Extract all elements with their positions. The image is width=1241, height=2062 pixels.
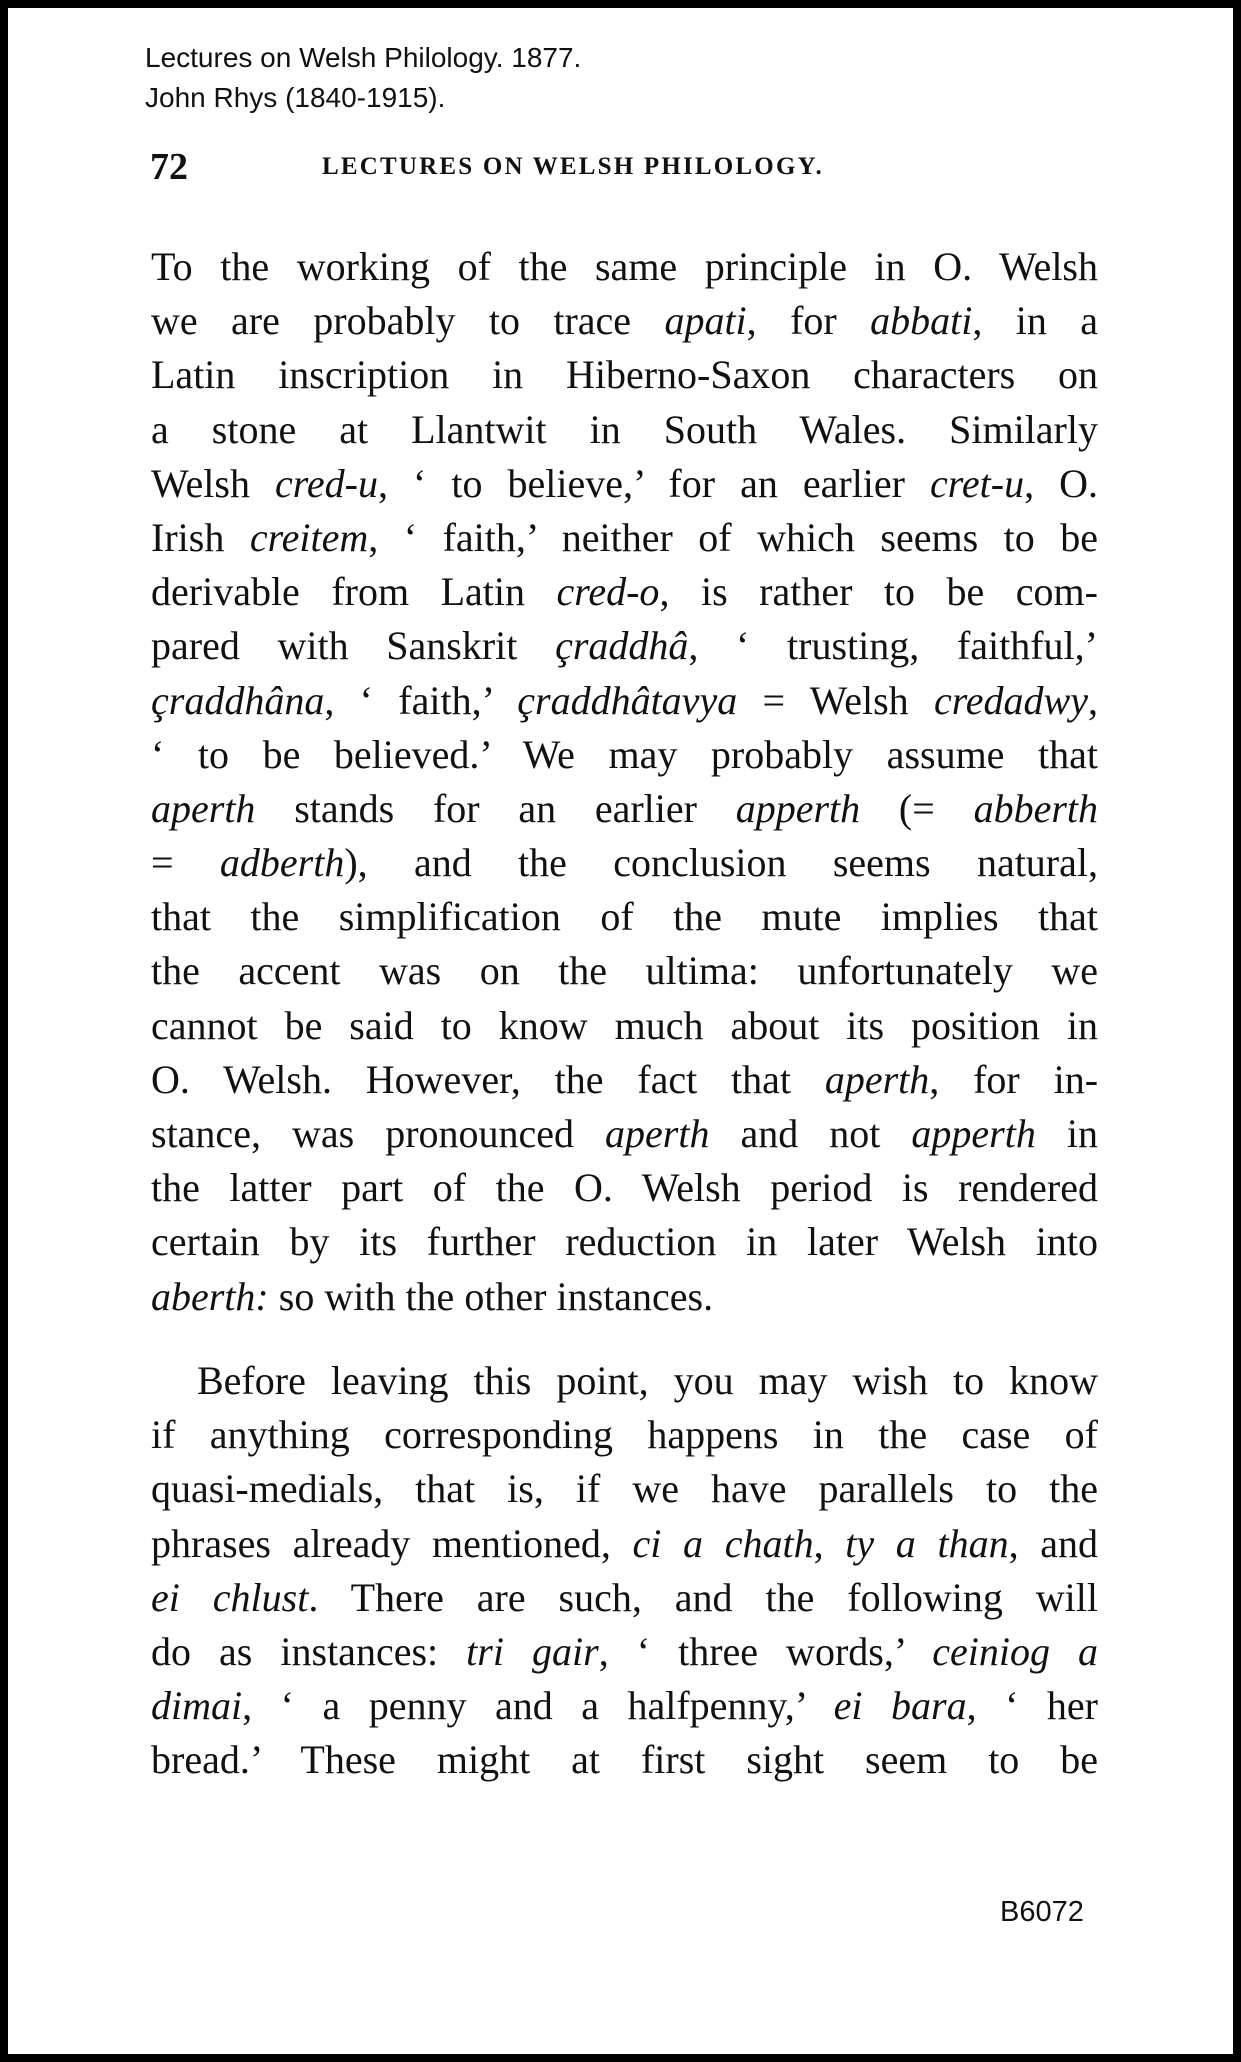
text-run: , ‘ a penny and a halfpenny,’ bbox=[242, 1683, 834, 1729]
text-line bbox=[151, 1354, 1098, 1408]
text-line bbox=[151, 1733, 1098, 1787]
italic-term: çraddhâna bbox=[151, 677, 325, 723]
italic-term: cred-o bbox=[556, 569, 660, 615]
text-run: bread.’ These might at first sight seem to be bbox=[151, 1737, 1098, 1783]
text-run: , ‘ faith,’ neither of which seems to be bbox=[368, 514, 1098, 560]
text-run: Welsh bbox=[151, 460, 276, 506]
text-run: , bbox=[813, 1520, 846, 1566]
text-run: To the working of the same principle in O. Welsh bbox=[151, 244, 1098, 289]
source-author: John Rhys (1840-1915). bbox=[145, 82, 446, 113]
text-run: that the simplification of the mute implies that bbox=[151, 894, 1098, 940]
text-run: , ‘ trusting, faithful,’ bbox=[688, 623, 1098, 669]
italic-term: apati bbox=[664, 298, 747, 344]
text-run: O. Welsh. However, the fact that bbox=[151, 1056, 825, 1102]
text-line bbox=[151, 1517, 1098, 1571]
text-line bbox=[151, 1462, 1098, 1516]
text-run: stands for an earlier bbox=[255, 785, 736, 831]
text-run: , ‘ to believe,’ for an earlier bbox=[377, 460, 931, 506]
text-line bbox=[151, 1270, 1098, 1324]
text-run: , is rather to be com- bbox=[659, 569, 1098, 615]
text-run: a stone at Llantwit in South Wales. Similarly bbox=[151, 406, 1098, 452]
italic-term: credadwy bbox=[933, 677, 1088, 723]
text-run: , ‘ three words,’ bbox=[598, 1628, 933, 1674]
italic-term: çraddhâtavya bbox=[517, 677, 738, 723]
italic-term: çraddhâ bbox=[555, 623, 689, 669]
text-line bbox=[151, 1161, 1098, 1215]
text-line bbox=[151, 1625, 1098, 1679]
text-run: Irish bbox=[151, 514, 250, 560]
text-run: , for in- bbox=[929, 1056, 1099, 1102]
text-run: the latter part of the O. Welsh period is rendered bbox=[151, 1165, 1098, 1211]
italic-term: tri gair bbox=[466, 1628, 599, 1674]
italic-term: abbati bbox=[870, 298, 973, 344]
italic-term: aperth bbox=[605, 1111, 710, 1156]
italic-term: ceiniog a bbox=[932, 1628, 1099, 1674]
text-run: = Welsh bbox=[737, 677, 934, 723]
text-line bbox=[151, 294, 1098, 348]
text-line bbox=[151, 1107, 1098, 1161]
text-line bbox=[151, 1053, 1098, 1107]
text-run: . There are such, and the following will bbox=[308, 1574, 1098, 1620]
source-title: Lectures on Welsh Philology. 1877. bbox=[145, 42, 582, 73]
text-run: certain by its further reduction in later Welsh into bbox=[151, 1219, 1098, 1265]
text-run: and not bbox=[709, 1111, 912, 1156]
italic-term: apperth bbox=[735, 785, 861, 831]
italic-term: abberth bbox=[973, 785, 1098, 831]
text-line bbox=[151, 836, 1098, 890]
page-number: 72 bbox=[150, 146, 188, 188]
italic-term: aperth bbox=[824, 1056, 930, 1102]
running-head: LECTURES ON WELSH PHILOLOGY. bbox=[322, 153, 825, 180]
text-line bbox=[151, 1215, 1098, 1269]
text-line bbox=[151, 1679, 1098, 1733]
text-run: Before leaving this point, you may wish to know bbox=[197, 1358, 1098, 1403]
italic-term: cret-u bbox=[930, 460, 1025, 506]
text-line bbox=[151, 565, 1098, 619]
italic-term: adberth bbox=[219, 840, 345, 886]
text-run: stance, was pronounced bbox=[151, 1111, 606, 1156]
italic-term: cred-u bbox=[275, 460, 378, 506]
text-line bbox=[151, 1571, 1098, 1625]
text-run: , for bbox=[746, 298, 871, 344]
text-run: we are probably to trace bbox=[151, 298, 665, 344]
italic-term: apperth bbox=[911, 1111, 1036, 1156]
text-run: ), and the conclusion seems natural, bbox=[344, 840, 1098, 886]
document-code: B6072 bbox=[1000, 1896, 1084, 1928]
text-run: in bbox=[1035, 1111, 1098, 1156]
italic-term: ci a chath bbox=[632, 1520, 814, 1566]
text-line bbox=[151, 999, 1098, 1053]
text-run: quasi-medials, that is, if we have parallels to the bbox=[151, 1466, 1098, 1512]
text-run: do as instances: bbox=[151, 1628, 467, 1674]
text-line bbox=[151, 511, 1098, 565]
text-run: = bbox=[151, 840, 220, 886]
text-run: (= bbox=[860, 785, 974, 831]
text-line bbox=[151, 944, 1098, 998]
italic-term: aperth bbox=[151, 785, 256, 831]
text-line bbox=[151, 240, 1098, 294]
text-run: , and bbox=[1008, 1520, 1099, 1566]
text-line bbox=[151, 619, 1098, 673]
text-run: ‘ to be believed.’ We may probably assume that bbox=[151, 731, 1098, 777]
text-run: , in a bbox=[972, 298, 1098, 344]
text-line bbox=[151, 457, 1098, 511]
text-line bbox=[151, 1408, 1098, 1462]
text-run: phrases already mentioned, bbox=[151, 1520, 633, 1566]
italic-term: ei bara bbox=[833, 1683, 967, 1729]
italic-term: creitem bbox=[249, 514, 369, 560]
italic-term: dimai bbox=[151, 1683, 243, 1729]
text-run: if anything corresponding happens in the case of bbox=[151, 1412, 1098, 1458]
text-run: Latin inscription in Hiberno-Saxon characters on bbox=[151, 352, 1098, 398]
italic-term: aberth: bbox=[151, 1273, 269, 1319]
text-line bbox=[151, 728, 1098, 782]
text-line bbox=[151, 348, 1098, 402]
text-run: , ‘ her bbox=[966, 1683, 1098, 1729]
text-line bbox=[151, 674, 1098, 728]
text-run: , bbox=[1088, 677, 1098, 723]
paragraph-1 bbox=[151, 240, 1098, 1324]
italic-term: ei chlust bbox=[151, 1574, 309, 1620]
text-run: cannot be said to know much about its position in bbox=[151, 1002, 1098, 1048]
text-run: , ‘ faith,’ bbox=[324, 677, 518, 723]
text-run: the accent was on the ultima: unfortunately we bbox=[151, 948, 1098, 994]
text-run: pared with Sanskrit bbox=[151, 623, 556, 669]
text-run: so with the other instances. bbox=[268, 1273, 714, 1319]
text-line bbox=[151, 403, 1098, 457]
text-run: , O. bbox=[1024, 460, 1099, 506]
paragraph-2 bbox=[151, 1354, 1098, 1788]
text-line bbox=[151, 782, 1098, 836]
text-line bbox=[151, 890, 1098, 944]
text-run: derivable from Latin bbox=[151, 569, 557, 615]
italic-term: ty a than bbox=[845, 1520, 1009, 1566]
